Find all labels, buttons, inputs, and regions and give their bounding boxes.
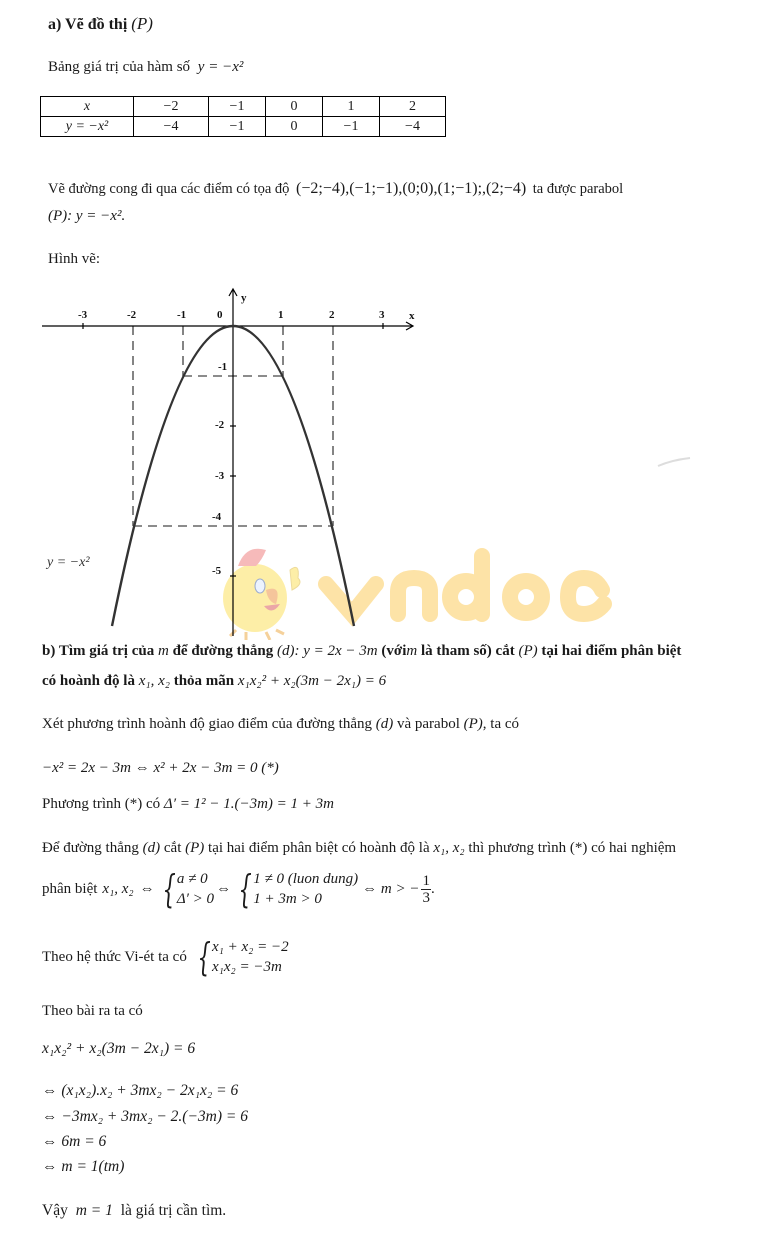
- paragraph-given: Theo bài ra ta có: [42, 1003, 143, 1019]
- x-tick-label: -1: [177, 309, 187, 321]
- table-cell: −4: [134, 117, 209, 137]
- vndoc-watermark: [326, 556, 604, 614]
- heading-text: tại hai điểm phân biệt: [541, 643, 682, 659]
- heading-text: là tham số) cắt: [420, 643, 515, 659]
- heading-text: (với: [381, 643, 407, 659]
- heading-math: m: [406, 643, 418, 659]
- math: (P): [463, 716, 483, 732]
- table-intro-text: Bảng giá trị của hàm số: [48, 59, 191, 75]
- denominator: 3: [422, 889, 430, 906]
- equation-star: −x² = 2x − 3m ⇔ x² + 2x − 3m = 0 (*): [42, 760, 279, 776]
- math: m = 1: [75, 1202, 113, 1219]
- system-row: 1 + 3m > 0: [253, 891, 322, 907]
- text: tại hai điểm phân biệt có hoành độ là: [208, 840, 430, 856]
- text: , ta có: [482, 716, 520, 732]
- fraction: [421, 873, 431, 906]
- paragraph-intersection: [42, 716, 519, 733]
- heading-text: thỏa mãn: [173, 673, 235, 689]
- x-tick-label: 0: [217, 309, 223, 321]
- y-axis-label: y: [241, 292, 247, 304]
- curve-text: ta được parabol: [532, 181, 624, 197]
- table-cell: −1: [323, 117, 380, 137]
- conclusion: [42, 1202, 226, 1220]
- text: và parabol: [396, 716, 460, 732]
- math: x₁, x₂: [433, 840, 465, 856]
- y-tick-label: -5: [212, 565, 222, 577]
- y-tick-label: -2: [215, 419, 225, 431]
- vieta-system: { x₁ + x₂ = −2 x₁x₂ = −3m: [197, 935, 289, 979]
- system-row: x₁x₂ = −3m: [212, 959, 282, 975]
- text: Theo hệ thức Vi-ét ta có: [42, 948, 187, 965]
- scan-artifact: [658, 458, 690, 466]
- tick-labels: [78, 292, 415, 577]
- table-cell: 0: [266, 97, 323, 117]
- curve-points: (−2;−4),(−1;−1),(0;0),(1;−1);,(2;−4): [296, 180, 527, 197]
- paragraph-vieta: [42, 934, 289, 980]
- part-b-heading-line1: [42, 643, 681, 660]
- x-tick-label: 3: [379, 309, 385, 321]
- text: thì phương trình (*) có hai nghiệm: [468, 840, 677, 856]
- delta-equation: Δ′ = 1² − 1.(−3m) = 1 + 3m: [163, 796, 334, 812]
- table-cell: −2: [134, 97, 209, 117]
- table-header-y: y = −x²: [41, 117, 134, 137]
- parabola-equation: (P): y = −x².: [48, 208, 126, 224]
- heading-text: có hoành độ là: [42, 673, 135, 689]
- table-cell: 0: [266, 117, 323, 137]
- y-tick-label: -4: [212, 511, 222, 523]
- table-cell: −1: [209, 117, 266, 137]
- chicken-mascot-icon: [223, 549, 300, 640]
- table-intro-math: y = −x²: [197, 59, 244, 75]
- table-cell: −4: [380, 117, 446, 137]
- table-cell: 2: [380, 97, 446, 117]
- math: (d): [375, 716, 394, 732]
- heading-math: (P): [518, 643, 538, 659]
- math: (P): [185, 840, 205, 856]
- system-row: Δ′ > 0: [176, 891, 215, 907]
- numerator: 1: [422, 872, 430, 889]
- system-row: 1 ≠ 0 (luon dung): [253, 871, 359, 887]
- step-equation: ⇔ 6m = 6: [42, 1133, 107, 1150]
- curve-label: y = −x²: [47, 555, 90, 570]
- x-tick-label: -3: [78, 309, 88, 321]
- table-cell: 1: [323, 97, 380, 117]
- curve-text: Vẽ đường cong đi qua các điểm có tọa độ: [48, 181, 290, 197]
- text: phân biệt: [42, 880, 98, 897]
- condition-equation: x₁x₂² + x₂(3m − 2x₁) = 6: [237, 673, 387, 689]
- math: x₁, x₂: [102, 880, 134, 897]
- x-tick-label: 1: [278, 309, 284, 321]
- system-2: { 1 ≠ 0 (luon dung) 1 + 3m > 0: [238, 867, 359, 911]
- text: Để đường thẳng: [42, 840, 139, 856]
- text: Phương trình (*) có: [42, 796, 161, 812]
- system-row: x₁ + x₂ = −2: [212, 939, 289, 955]
- system-1: { a ≠ 0 Δ′ > 0: [162, 867, 215, 911]
- paragraph-delta: [42, 796, 334, 813]
- y-tick-label: -1: [218, 361, 228, 373]
- heading-math: m: [157, 643, 169, 659]
- heading-math: (P): [131, 14, 153, 33]
- table-header-x: x: [41, 97, 134, 117]
- step-equation: ⇔ (x₁x₂).x₂ + 3mx₂ − 2x₁x₂ = 6: [42, 1082, 239, 1099]
- part-b-heading-line2: [42, 673, 386, 690]
- text: là giá trị cần tìm.: [120, 1202, 227, 1219]
- heading-text: a) Vẽ đồ thị: [48, 16, 128, 33]
- text: cắt: [163, 840, 182, 856]
- math: (d): [142, 840, 161, 856]
- result: ⇔ m > −: [362, 880, 420, 897]
- heading-math: x₁, x₂: [138, 673, 170, 689]
- step-equation: ⇔ m = 1(tm): [42, 1158, 125, 1175]
- heading-text: b) Tìm giá trị của: [42, 643, 155, 659]
- x-tick-label: -2: [127, 309, 137, 321]
- line-equation: (d): y = 2x − 3m: [277, 643, 378, 659]
- x-axis-label: x: [409, 310, 415, 322]
- system-row: a ≠ 0: [176, 871, 208, 887]
- table-cell: −1: [209, 97, 266, 117]
- x-tick-label: 2: [329, 309, 335, 321]
- step-equation: ⇔ −3mx₂ + 3mx₂ − 2.(−3m) = 6: [42, 1108, 248, 1125]
- paragraph-distinct-roots: phân biệt x₁, x₂ ⇔ { a ≠ 0 Δ′ > 0 ⇔ { 1 ≠ 0 (luon dung) 1 + 3m > 0 ⇔ m > − $\frac{1}{3}$ .: [42, 867, 435, 911]
- y-tick-label: -3: [215, 470, 225, 482]
- paragraph-condition: [42, 840, 676, 857]
- figure-label: Hình vẽ:: [48, 251, 101, 267]
- text: Vậy: [42, 1202, 68, 1219]
- text: Xét phương trình hoành độ giao điểm của đường thẳng: [42, 716, 372, 732]
- step-equation: x₁x₂² + x₂(3m − 2x₁) = 6: [42, 1040, 196, 1057]
- heading-text: để đường thẳng: [172, 643, 274, 659]
